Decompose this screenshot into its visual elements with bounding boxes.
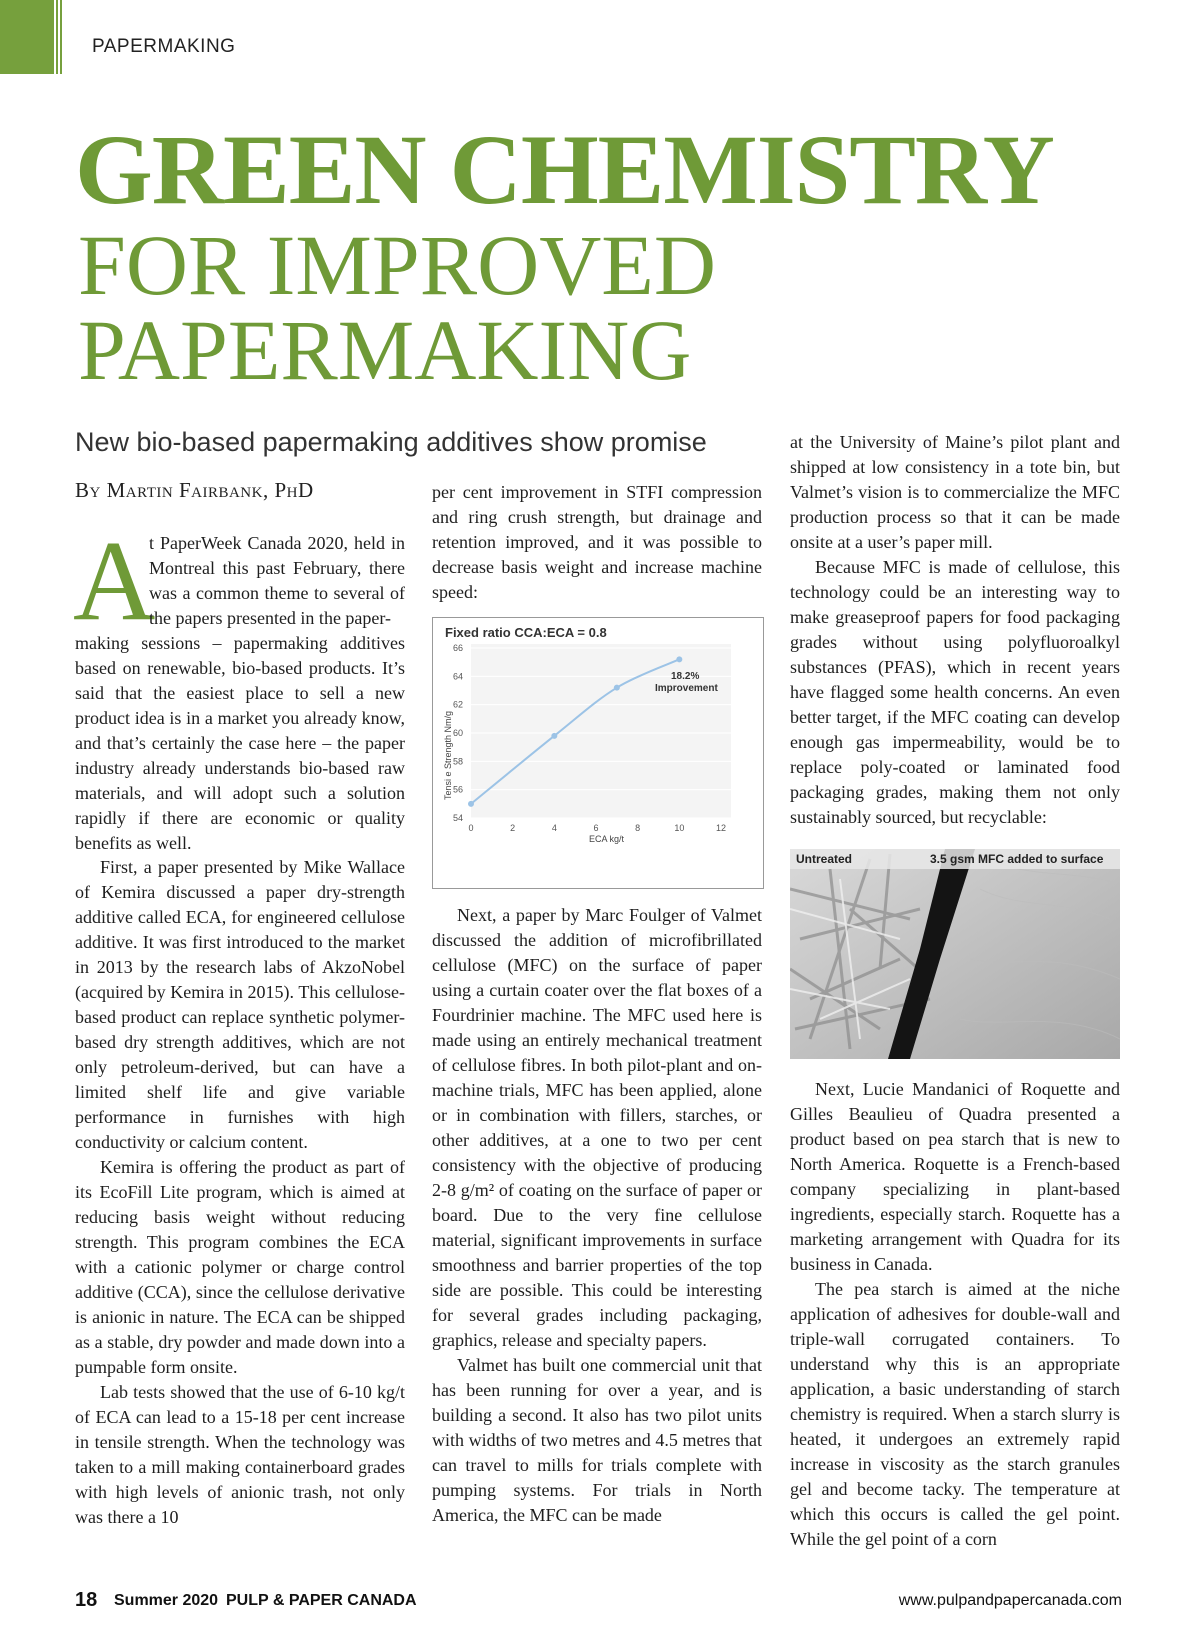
chart-annotation-value: 18.2% xyxy=(671,671,700,682)
column-3-body xyxy=(790,1077,1120,1552)
paragraph: Lab tests showed that the use of 6-10 kg/t of ECA can lead to a 15-18 per cent increase in tensile strength. When the technology was taken to a mill making containerboard grades with high levels of anionic trash, not only was there a 10 xyxy=(75,1382,405,1527)
chart-x-tick-label: 6 xyxy=(593,823,599,833)
drop-cap: A xyxy=(73,517,156,644)
column-3-top xyxy=(790,430,1120,830)
chart-x-tick-label: 10 xyxy=(674,823,685,833)
chart-x-tick-label: 0 xyxy=(468,823,474,833)
paragraph: Kemira is offering the product as part of its EcoFill Lite program, which is aimed at reducing basis weight without reducing strength. This program combines the ECA with a cationic polymer or charge control additive (CCA), since the cellulose derivative is anionic in nature. The ECA can be shipped as a stable, dry powder and made down into a pumpable form onsite. xyxy=(75,1157,405,1377)
chart-svg xyxy=(433,618,763,888)
micrograph-label-treated: 3.5 gsm MFC added to surface xyxy=(930,852,1104,866)
paragraph: Valmet has built one commercial unit that has been running for over a year, and is building a second. It also has two pilot units with widths of two metres and 4.5 metres that can travel to mills for trials complete with pumping systems. For trials in North America, the MFC can be made xyxy=(432,1355,762,1525)
chart-y-tick-label: 62 xyxy=(452,699,463,710)
paragraph: Next, Lucie Mandanici of Roquette and Gilles Beaulieu of Quadra presented a product based on pea starch that is new to North America. Roquette is a French-based company specializing in plant-based ingredients, especially starch. Roquette has a marketing arrangement with Quadra for its business in Canada. xyxy=(790,1079,1120,1274)
chart-x-tick-label: 2 xyxy=(510,823,516,833)
chart-x-tick-label: 8 xyxy=(635,823,641,833)
intro-paragraph-start: t PaperWeek Canada 2020, held in Montreal this past February, there was a common theme to several of the papers presented in the paper- xyxy=(149,533,405,628)
paragraph: Because MFC is made of cellulose, this technology could be an interesting way to make greaseproof papers for food packaging grades without using polyfluoroalkyl substances (PFAS), which in recent years have flagged some health concerns. An even better target, if the MFC coating can develop enough gas impermeability, would be to replace poly-coated or laminated food packaging grades, making them not only sustainably sourced, but recyclable: xyxy=(790,557,1120,827)
mfc-surface-micrograph xyxy=(790,849,1120,1059)
chart-x-tick-label: 4 xyxy=(551,823,557,833)
publication-url: www.pulpandpapercanada.com xyxy=(898,1592,1122,1609)
micrograph-label-untreated: Untreated xyxy=(796,852,853,866)
paragraph: per cent improvement in STFI compression and ring crush strength, but drainage and retention improved, and it was possible to decrease basis weight and increase machine speed: xyxy=(432,482,762,602)
chart-y-tick-label: 56 xyxy=(452,784,463,795)
paragraph: Next, a paper by Marc Foulger of Valmet discussed the addition of microfibrillated cellulose (MFC) on the surface of paper using a curtain coater over the flat boxes of a Fourdrinier machine. The MFC used here is made using an entirely mechanical treatment of cellulose fibres. In both pilot-plant and on-machine trials, MFC has been applied, alone or in combination with fillers, starches, or other additives, at a one to two per cent consistency with the objective of producing 2-8 g/m² of coating on the surface of paper or board. Due to the very fine cellulose material, significant improvements in surface smoothness and barrier properties of the top side are possible. This could be interesting for several grades including packaging, graphics, release and specialty papers. xyxy=(432,905,762,1350)
chart-x-axis-label: ECA kg/t xyxy=(589,834,625,844)
chart-data-point xyxy=(614,685,620,691)
headline-line-2: FOR IMPROVED xyxy=(78,217,716,313)
intro-paragraph-rest: making sessions – papermaking additives based on renewable, bio-based products. It’s said that the easiest place to sell a new product idea is in a market you already know, and that’s certainly the case here – the paper industry already understands bio-based raw materials, and will adopt such a solution rapidly if there are economic or quality benefits as well. xyxy=(75,633,405,853)
paragraph: at the University of Maine’s pilot plant and shipped at low consistency in a tote bin, but Valmet’s vision is to commercialize the MFC production process so that it can be made onsite at a user’s paper mill. xyxy=(790,432,1120,552)
paragraph: The pea starch is aimed at the niche application of adhesives for double-wall and triple-wall corrugated containers. To understand why this is an appropriate application, a basic understanding of starch chemistry is required. When a starch slurry is heated, it undergoes an extremely rapid increase in viscosity as the starch granules gel and become tacky. The temperature at which this occurs is called the gel point. While the gel point of a corn xyxy=(790,1279,1120,1549)
chart-annotation-label: Improvement xyxy=(655,683,718,694)
byline: By Martin Fairbank, PhD xyxy=(75,478,314,502)
chart-y-tick-label: 54 xyxy=(452,813,463,823)
publication-name: PULP & PAPER CANADA xyxy=(226,1592,417,1609)
chart-y-tick-label: 60 xyxy=(452,728,463,738)
section-label: PAPERMAKING xyxy=(92,36,236,57)
chart-y-tick-label: 58 xyxy=(452,756,463,767)
chart-y-tick-label: 64 xyxy=(452,671,463,682)
article-subtitle: New bio-based papermaking additives show promise xyxy=(75,427,707,457)
chart-title: Fixed ratio CCA:ECA = 0.8 xyxy=(445,625,607,640)
chart-x-tick-label: 12 xyxy=(715,823,727,833)
issue-date: Summer 2020 xyxy=(114,1592,219,1609)
headline-line-3: PAPERMAKING xyxy=(78,302,692,398)
section-color-bar xyxy=(0,0,62,74)
column-2-body xyxy=(432,903,762,1528)
chart-data-point xyxy=(468,801,474,807)
headline-line-1: GREEN CHEMISTRY xyxy=(75,114,1054,225)
chart-y-axis-label: Tensi e Strength Nm/g xyxy=(443,710,453,800)
paragraph: First, a paper presented by Mike Wallace of Kemira discussed a paper dry-strength additive called ECA, for engineered cellulose additive. It was first introduced to the market in 2013 by the research labs of AkzoNobel (acquired by Kemira in 2015). This cellulose-based product can replace synthetic polymer-based dry strength additives, which are not only petroleum-derived, but can have a limited shelf life and give variable performance in furnishes with high conductivity or calcium content. xyxy=(75,857,405,1152)
page-number: 18 xyxy=(75,1589,98,1611)
micrograph-image xyxy=(790,849,1120,1059)
chart-y-tick-label: 66 xyxy=(452,643,463,653)
column-1-body xyxy=(75,855,405,1530)
tensile-strength-chart xyxy=(432,617,764,889)
chart-data-point xyxy=(551,733,557,739)
column-2-top xyxy=(432,480,762,605)
chart-data-point xyxy=(676,656,682,662)
